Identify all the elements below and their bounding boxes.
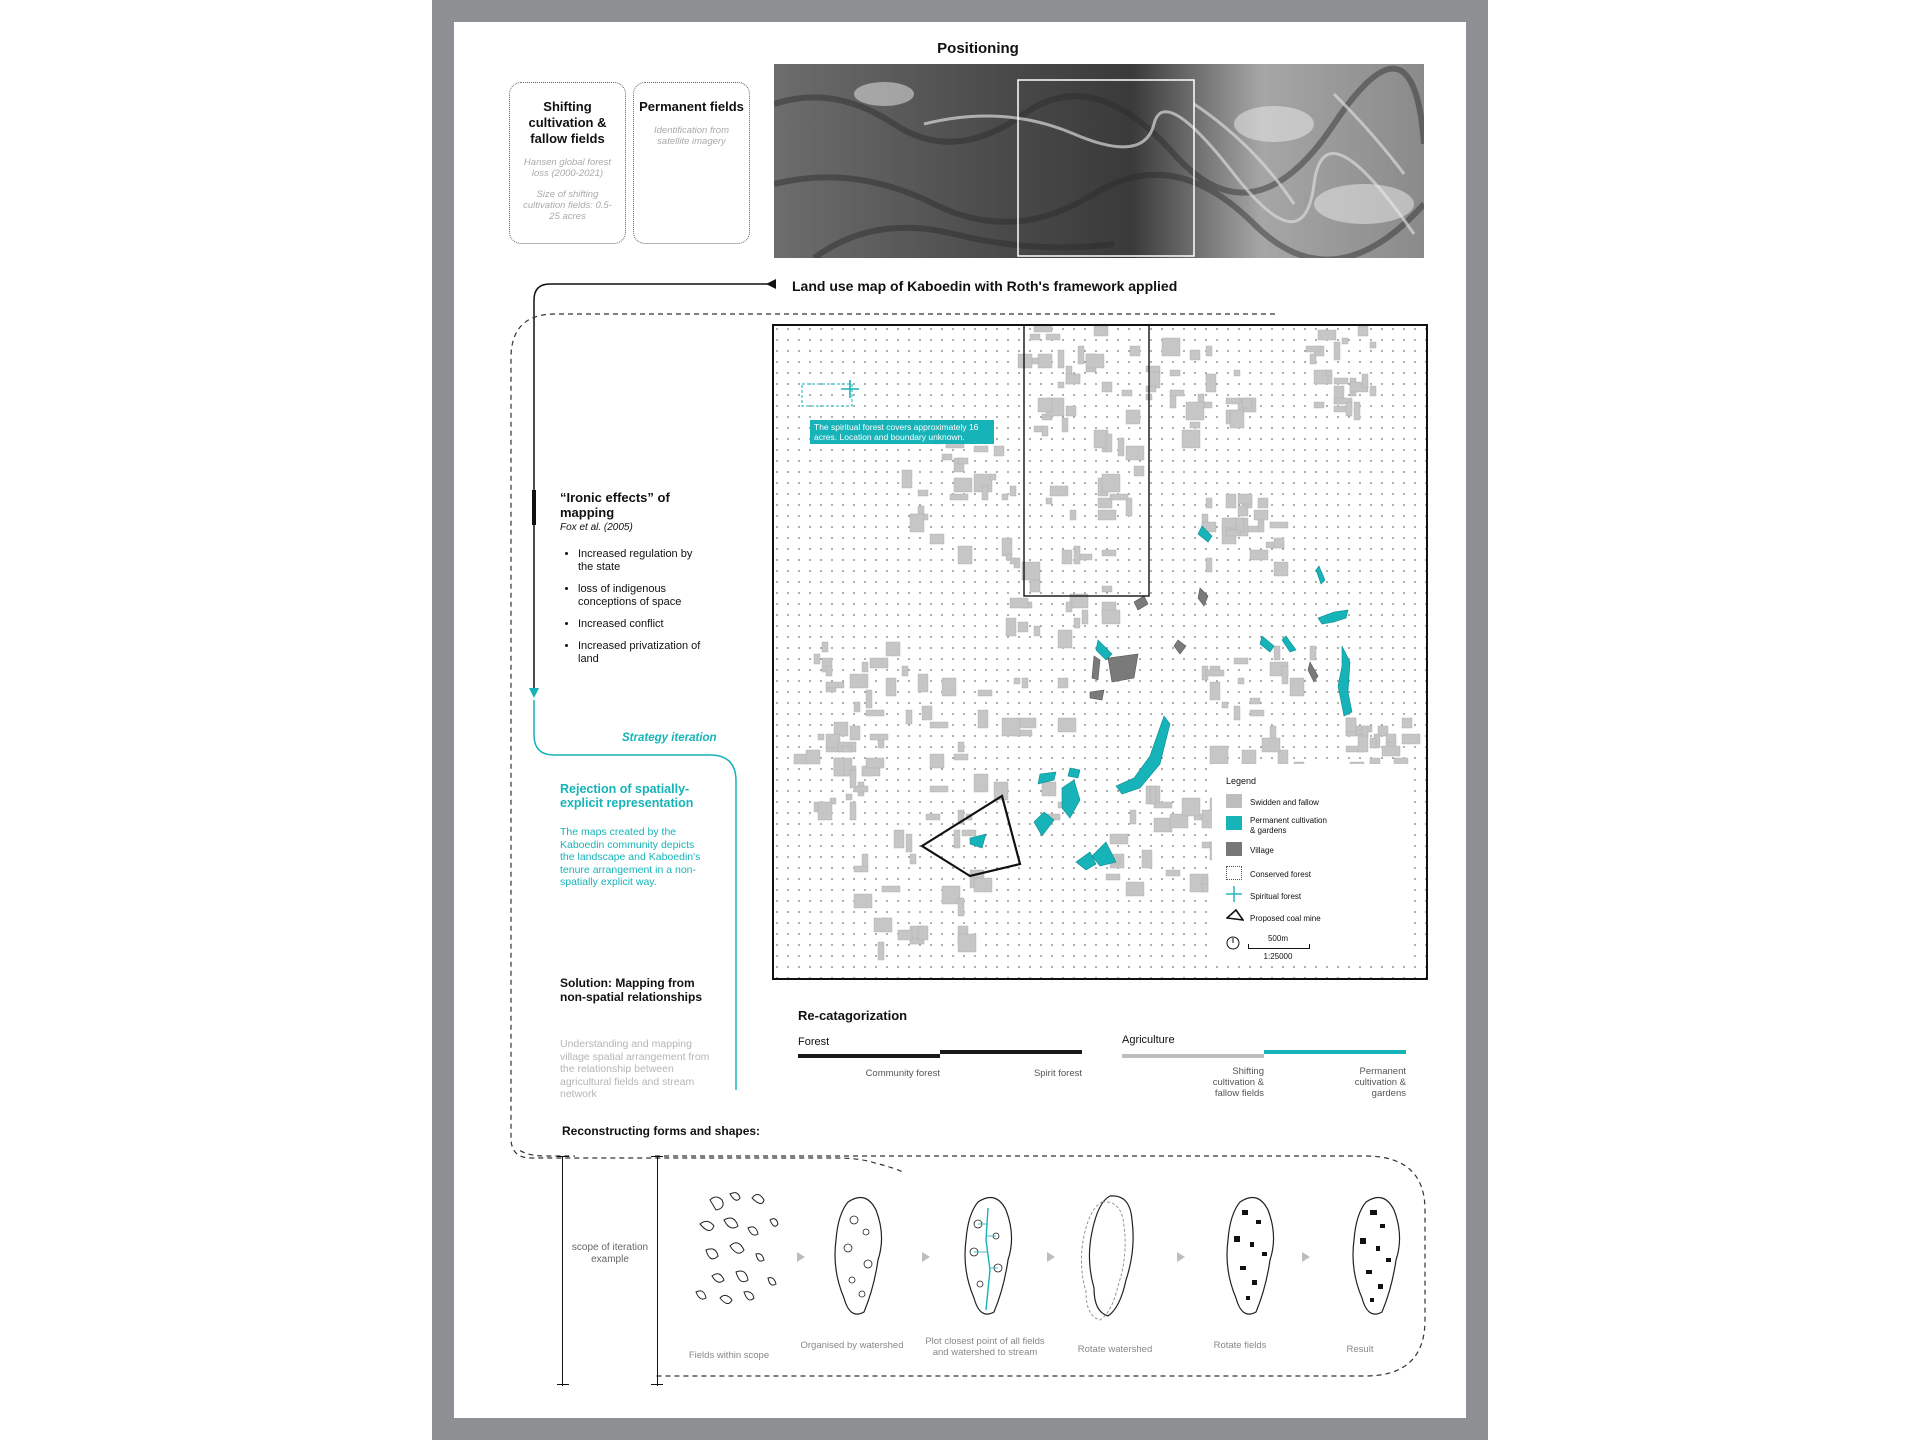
- swidden-patch: [954, 478, 972, 492]
- swidden-patch: [1206, 498, 1212, 508]
- box-note: Hansen global forest loss (2000-2021): [523, 157, 612, 179]
- swidden-patch: [870, 658, 888, 668]
- north-icon: [1226, 936, 1240, 950]
- swidden-patch: [1346, 402, 1352, 416]
- box-note: Identification from satellite imagery: [654, 125, 729, 147]
- satellite-image: [774, 64, 1424, 258]
- reconstruction-steps: [690, 1180, 1410, 1330]
- swidden-patch: [1006, 618, 1016, 636]
- swidden-patch: [1382, 746, 1400, 756]
- swidden-patch: [842, 746, 852, 752]
- swidden-patch: [930, 754, 944, 768]
- bullet-item: • Increased regulation by the state: [578, 548, 708, 574]
- swidden-patch: [1270, 522, 1288, 528]
- swidden-patch: [1242, 750, 1256, 764]
- bullet-item: • Increased conflict: [578, 618, 708, 631]
- swidden-patch: [1314, 402, 1324, 408]
- swidden-patch: [990, 474, 996, 480]
- swidden-patch: [1150, 370, 1160, 388]
- swidden-patch: [1150, 786, 1156, 804]
- swidden-patch: [1226, 494, 1236, 508]
- swidden-patch: [1142, 850, 1152, 868]
- swidden-patch: [1146, 386, 1156, 392]
- swidden-patch: [1250, 550, 1268, 560]
- land-use-map: [772, 324, 1428, 980]
- swidden-patch: [1130, 810, 1136, 824]
- swidden-patch: [1362, 726, 1368, 736]
- strategy-iteration: Strategy iteration: [622, 732, 717, 744]
- swidden-patch: [1334, 378, 1348, 384]
- box-note: Size of shifting cultivation fields: 0.5-25 acres: [523, 189, 612, 222]
- swidden-patch: [1190, 350, 1200, 360]
- swidden-patch: [1154, 818, 1172, 832]
- permanent-label: Permanent cultivation & gardens: [1354, 1066, 1406, 1099]
- swidden-patch: [850, 674, 868, 688]
- swidden-patch: [1042, 426, 1048, 436]
- swidden-patch: [1126, 498, 1132, 516]
- legend-title: Legend: [1226, 776, 1257, 786]
- swidden-patch: [886, 678, 896, 696]
- swidden-patch: [1402, 718, 1412, 728]
- swidden-patch: [1170, 390, 1184, 396]
- swidden-patch: [1262, 738, 1280, 752]
- agriculture-label: Agriculture: [1122, 1034, 1175, 1046]
- swidden-patch: [1226, 398, 1240, 404]
- swidden-patch: [974, 446, 988, 452]
- shifting-label: Shifting cultivation & fallow fields: [1212, 1066, 1264, 1099]
- scale-bar: [1248, 944, 1310, 949]
- swidden-patch: [1274, 562, 1288, 576]
- swidden-patch: [1066, 406, 1076, 416]
- spiritual-forest-icon: [1226, 886, 1242, 902]
- swidden-patch: [1402, 734, 1420, 744]
- swidden-patch: [1050, 486, 1068, 496]
- swidden-patch: [1010, 598, 1028, 608]
- legend-label: Conserved forest: [1250, 870, 1311, 879]
- swidden-patch: [898, 930, 912, 940]
- step-result: [1353, 1198, 1400, 1315]
- swidden-patch: [1238, 678, 1244, 684]
- swidden-patch: [902, 666, 908, 676]
- swidden-patch: [1238, 494, 1252, 504]
- swidden-patch: [1182, 798, 1200, 816]
- swidden-patch: [1162, 338, 1180, 356]
- swidden-patch: [1058, 382, 1064, 388]
- swidden-patch: [854, 894, 872, 908]
- swidden-patch: [926, 814, 940, 820]
- swidden-patch: [942, 454, 952, 460]
- swidden-patch: [1222, 518, 1236, 528]
- swidden-patch: [1018, 354, 1032, 368]
- swidden-patch: [862, 662, 868, 672]
- swidden-patch: [954, 830, 960, 848]
- swidden-patch: [1066, 374, 1080, 384]
- swidden-patch: [1190, 422, 1200, 428]
- swidden-patch: [1058, 678, 1068, 688]
- swidden-patch: [834, 758, 844, 776]
- swidden-patch: [866, 710, 884, 716]
- swidden-patch: [1206, 346, 1212, 356]
- swidden-patch: [1034, 626, 1040, 636]
- swidden-patch: [958, 458, 968, 464]
- swidden-patch: [1318, 330, 1336, 340]
- swidden-patch: [814, 654, 820, 664]
- swidden-patch: [1346, 718, 1356, 732]
- swidden-patch: [1110, 494, 1128, 500]
- swidden-patch: [1046, 334, 1060, 340]
- swidden-patch: [978, 710, 988, 728]
- box-title: Shifting cultivation & fallow fields: [528, 99, 607, 146]
- permanent-fields-box: [633, 82, 750, 244]
- swidden-patch: [850, 802, 856, 820]
- swidden-patch: [1082, 610, 1088, 624]
- step-label: Rotate watershed: [1077, 1344, 1153, 1355]
- swidden-patch: [1206, 374, 1216, 392]
- swidden-patch: [1222, 702, 1228, 708]
- swidden-patch: [806, 750, 820, 764]
- community-forest-label: Community forest: [865, 1068, 940, 1079]
- swidden-patch: [1130, 346, 1140, 356]
- swidden-patch: [1234, 658, 1248, 664]
- swidden-patch: [1074, 546, 1080, 564]
- swidden-patch: [1046, 498, 1052, 504]
- solution-text: Understanding and mapping village spatial arrangement from the relationship between agricultural fields and stream network: [560, 1038, 710, 1100]
- swidden-patch: [1030, 334, 1040, 340]
- swidden-patch: [918, 674, 928, 692]
- swidden-patch: [962, 830, 976, 836]
- swidden-patch: [978, 690, 992, 696]
- swidden-patch: [818, 734, 824, 740]
- swidden-patch: [1226, 530, 1240, 536]
- step-watershed: [835, 1198, 882, 1315]
- swidden-patch: [974, 774, 988, 792]
- swidden-patch: [1202, 878, 1208, 884]
- rejection-title: Rejection of spatially-explicit representation: [560, 782, 694, 810]
- swidden-patch: [1042, 782, 1056, 796]
- permanent-swatch: [1226, 816, 1242, 830]
- legend-label: Swidden and fallow: [1250, 798, 1319, 807]
- swidden-patch: [1018, 622, 1028, 632]
- swidden-patch: [1038, 354, 1052, 368]
- swidden-patch: [894, 830, 904, 848]
- swidden-patch: [826, 682, 844, 688]
- recat-title: Re-catagorization: [798, 1008, 908, 1023]
- swidden-patch: [850, 770, 856, 788]
- swidden-patch: [1022, 678, 1028, 688]
- swidden-patch: [1358, 326, 1368, 336]
- swidden-patch: [930, 786, 948, 792]
- step-label: Rotate fields: [1213, 1340, 1267, 1351]
- village-swatch: [1226, 842, 1242, 856]
- scope-label: scope of iteration example: [571, 1242, 649, 1265]
- swidden-patch: [994, 446, 1004, 456]
- swidden-patch: [922, 706, 932, 720]
- step-label: Plot closest point of all fields and watershed to stream: [925, 1336, 1045, 1358]
- step-rotate-fields: [1227, 1198, 1274, 1315]
- swidden-patch: [1290, 678, 1304, 696]
- swidden-patch: [942, 678, 956, 696]
- legend-label: Permanent cultivation & gardens: [1250, 816, 1327, 835]
- shifting-cultivation-box: [509, 82, 626, 244]
- swidden-patch: [1002, 494, 1008, 500]
- swidden-patch: [1166, 870, 1180, 876]
- swidden-patch: [1274, 538, 1284, 548]
- swidden-patch: [866, 758, 884, 768]
- swidden-patch: [958, 898, 964, 916]
- step-rotate-watershed: [1081, 1196, 1133, 1320]
- swidden-patch: [1078, 346, 1084, 364]
- swidden-patch: [950, 494, 968, 500]
- scope-bracket: [562, 1156, 658, 1386]
- swidden-patch: [1370, 342, 1376, 348]
- swidden-patch: [1230, 410, 1244, 428]
- swidden-patch: [1102, 550, 1116, 556]
- swidden-patch: [1086, 354, 1104, 368]
- swidden-patch: [902, 470, 912, 488]
- swidden-patch: [1102, 382, 1112, 392]
- swidden-patch: [1106, 874, 1120, 880]
- swidden-patch: [1342, 338, 1348, 344]
- scale-label: 500m: [1267, 934, 1288, 943]
- swidden-patch: [1126, 446, 1144, 460]
- swidden-patch: [958, 742, 964, 752]
- swidden-patch: [1362, 374, 1368, 388]
- swidden-patch: [1250, 698, 1260, 704]
- legend-label: Spiritual forest: [1250, 892, 1302, 901]
- swidden-patch: [1074, 618, 1080, 628]
- swidden-patch: [1274, 646, 1280, 660]
- swidden-patch: [850, 726, 860, 740]
- swidden-patch: [1210, 682, 1220, 700]
- shifting-bar: [1122, 1054, 1264, 1058]
- swidden-patch: [886, 642, 900, 656]
- swidden-patch: [870, 734, 888, 740]
- swidden-patch: [1234, 706, 1240, 720]
- legend-label: Proposed coal mine: [1250, 914, 1321, 923]
- swidden-patch: [854, 866, 868, 872]
- swidden-patch: [1066, 602, 1072, 612]
- swidden-patch: [1122, 390, 1132, 396]
- swidden-patch: [1126, 410, 1140, 424]
- swidden-patch: [1234, 370, 1240, 376]
- swidden-patch: [1358, 734, 1368, 752]
- rejection-text: The maps created by the Kaboedin community depicts the landscape and Kaboedin's tenure arrangement in a non-spatially explicit way.: [560, 826, 701, 888]
- swidden-patch: [1010, 558, 1016, 564]
- swidden-patch: [1250, 710, 1264, 716]
- swidden-patch: [1118, 438, 1124, 456]
- map-legend: [1212, 764, 1412, 964]
- swidden-patch: [822, 642, 828, 652]
- map-title: Land use map of Kaboedin with Roth's framework applied: [792, 278, 1178, 294]
- swidden-patch: [1310, 646, 1316, 660]
- swidden-patch: [1146, 366, 1160, 372]
- swidden-patch: [854, 702, 860, 712]
- swidden-patch: [1094, 326, 1108, 336]
- swidden-patch: [1254, 510, 1268, 520]
- bullet-item: • Increased privatization of land: [578, 640, 708, 666]
- swidden-patch: [1110, 834, 1128, 844]
- swidden-patch: [1098, 510, 1116, 520]
- community-forest-bar: [798, 1054, 940, 1058]
- legend-label: Village: [1250, 846, 1274, 855]
- swidden-patch: [1134, 466, 1144, 476]
- bullet-item: • loss of indigenous conceptions of space: [578, 583, 708, 609]
- swidden-patch: [1210, 746, 1228, 764]
- swidden-patch: [1238, 506, 1248, 516]
- swidden-patch: [1334, 342, 1340, 360]
- swidden-patch: [1282, 666, 1288, 684]
- positioning-title: Positioning: [937, 40, 1019, 57]
- step-plot-points: [965, 1198, 1012, 1315]
- swidden-patch: [918, 490, 928, 496]
- swidden-patch: [1242, 398, 1252, 408]
- step-label: Organised by watershed: [800, 1340, 904, 1351]
- swidden-patch: [1014, 678, 1020, 684]
- swidden-patch: [906, 834, 912, 852]
- swidden-patch: [1002, 538, 1012, 556]
- swidden-patch: [1182, 430, 1200, 448]
- swidden-patch: [958, 546, 972, 564]
- swidden-patch: [1018, 718, 1036, 728]
- swidden-patch: [1062, 550, 1072, 564]
- coal-mine-icon: [1226, 908, 1244, 922]
- swidden-patch: [1034, 326, 1052, 332]
- reconstruct-title: Reconstructing forms and shapes:: [562, 1124, 761, 1138]
- step-fields: [696, 1193, 778, 1304]
- forest-label: Forest: [798, 1036, 830, 1048]
- swidden-patch: [910, 514, 924, 532]
- swidden-patch: [958, 934, 976, 952]
- swidden-patch: [1102, 610, 1120, 624]
- swidden-patch: [866, 690, 872, 708]
- spirit-forest-bar: [940, 1050, 1082, 1054]
- swidden-patch: [1258, 498, 1268, 508]
- swidden-patch: [1038, 398, 1052, 412]
- swidden-patch: [1058, 630, 1072, 648]
- ironic-ref: Fox et al. (2005): [560, 522, 633, 533]
- step-label: Fields within scope: [688, 1350, 770, 1361]
- swidden-patch: [1310, 354, 1316, 364]
- swidden-patch: [974, 878, 992, 892]
- swidden-patch: [826, 666, 832, 676]
- swidden-patch: [1154, 802, 1172, 808]
- swidden-patch: [1102, 586, 1112, 592]
- ironic-title: “Ironic effects” of mapping: [560, 490, 670, 520]
- swidden-patch: [1058, 718, 1076, 732]
- swidden-patch: [982, 486, 988, 500]
- swidden-patch: [906, 710, 912, 724]
- swidden-swatch: [1226, 794, 1242, 808]
- swidden-patch: [942, 886, 960, 904]
- swidden-patch: [1062, 418, 1068, 432]
- step-label: Result: [1346, 1344, 1374, 1355]
- swidden-patch: [1106, 434, 1112, 452]
- swidden-patch: [1206, 558, 1212, 572]
- spiritual-forest-callout: The spiritual forest covers approximately 16 acres. Location and boundary unknown.: [810, 420, 994, 444]
- swidden-patch: [1070, 510, 1076, 520]
- swidden-patch: [1206, 670, 1224, 676]
- swidden-patch: [1010, 486, 1016, 496]
- swidden-patch: [910, 854, 916, 864]
- swidden-patch: [1102, 474, 1120, 492]
- swidden-patch: [1058, 350, 1064, 368]
- spirit-forest-label: Spirit forest: [1033, 1068, 1082, 1079]
- box-title: Permanent fields: [639, 99, 744, 114]
- swidden-patch: [930, 534, 944, 544]
- swidden-patch: [1370, 738, 1376, 748]
- swidden-patch: [1186, 402, 1204, 420]
- swidden-patch: [818, 802, 832, 820]
- swidden-patch: [874, 918, 892, 932]
- swidden-patch: [1306, 346, 1320, 352]
- swidden-patch: [1354, 402, 1360, 420]
- conserved-forest-swatch: [1226, 866, 1242, 880]
- permanent-bar: [1264, 1050, 1406, 1054]
- solution-title: Solution: Mapping from non-spatial relationships: [560, 976, 703, 1004]
- swidden-patch: [918, 926, 928, 940]
- swidden-patch: [930, 722, 948, 728]
- swidden-patch: [846, 794, 852, 800]
- swidden-patch: [878, 942, 884, 960]
- swidden-patch: [1326, 370, 1332, 376]
- swidden-patch: [1370, 386, 1376, 396]
- swidden-patch: [1170, 370, 1180, 376]
- swidden-patch: [882, 886, 900, 892]
- ironic-bullets: [560, 548, 708, 675]
- swidden-patch: [1126, 882, 1144, 896]
- swidden-patch: [1002, 718, 1020, 736]
- swidden-patch: [954, 754, 968, 760]
- scale-ratio: 1:25000: [1263, 952, 1293, 961]
